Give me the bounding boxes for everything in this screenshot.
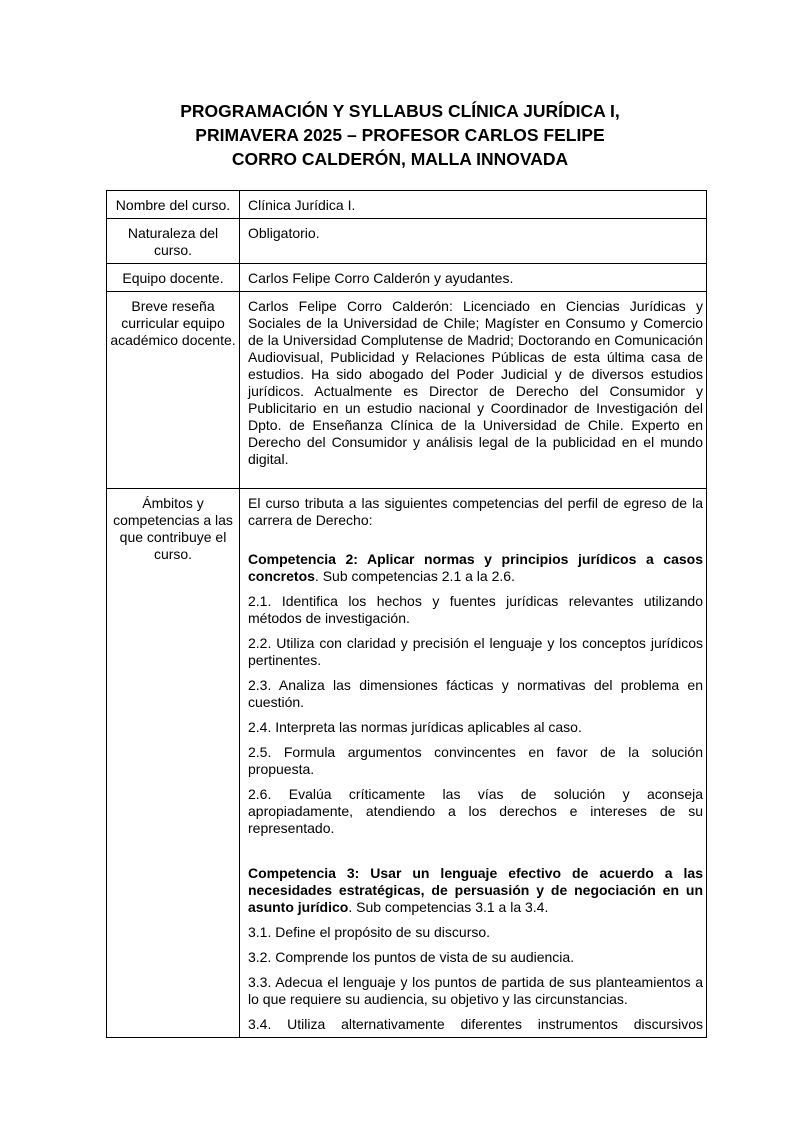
sub-competencia: 3.3. Adecua el lenguaje y los puntos de partida de sus planteamientos a lo que requiere su audiencia, su objetivo y las circunstancias. bbox=[248, 974, 703, 1007]
competencia-heading bbox=[248, 865, 703, 916]
row-label: Naturaleza del curso. bbox=[107, 219, 240, 264]
sub-competencia: 2.5. Formula argumentos convincentes en favor de la solución propuesta. bbox=[248, 744, 703, 777]
sub-competencia: 2.2. Utiliza con claridad y precisión el lenguaje y los conceptos jurídicos pertinentes. bbox=[248, 635, 703, 668]
title-line: PROGRAMACIÓN Y SYLLABUS CLÍNICA JURÍDICA I, bbox=[180, 101, 620, 121]
row-label: Ámbitos y competencias a las que contribuye el curso. bbox=[107, 489, 240, 1038]
document-title bbox=[0, 99, 800, 171]
sub-competencia: 2.3. Analiza las dimensiones fácticas y normativas del problema en cuestión. bbox=[248, 677, 703, 710]
row-value: Carlos Felipe Corro Calderón y ayudantes. bbox=[240, 264, 707, 292]
heading-bold: Competencia 3: Usar un lenguaje efectivo de acuerdo a las necesidades estratégicas, de persuasión y de negociación en un asunto jurídico bbox=[248, 865, 703, 915]
table-row bbox=[107, 191, 707, 219]
sub-competencia: 3.2. Comprende los puntos de vista de su audiencia. bbox=[248, 949, 575, 965]
title-line: PRIMAVERA 2025 – PROFESOR CARLOS FELIPE bbox=[195, 125, 605, 145]
row-label: Equipo docente. bbox=[107, 264, 240, 292]
heading-tail: . Sub competencias 2.1 a la 2.6. bbox=[314, 568, 515, 584]
table-row bbox=[107, 489, 707, 1038]
sub-competencia: 3.4. Utiliza alternativamente diferentes instrumentos discursivos bbox=[248, 1016, 703, 1032]
row-value bbox=[240, 489, 707, 1038]
row-value: Clínica Jurídica I. bbox=[240, 191, 707, 219]
sub-competencia: 3.1. Define el propósito de su discurso. bbox=[248, 924, 491, 940]
row-value: Obligatorio. bbox=[240, 219, 707, 264]
row-label: Breve reseña curricular equipo académico docente. bbox=[107, 292, 240, 489]
row-value: Carlos Felipe Corro Calderón: Licenciado en Ciencias Jurídicas y Sociales de la Universidad de Chile; Magíster en Consumo y Comercio de la Universidad Complutense de Madrid; Doctorando en Comunicación Audiovisual, Publicidad y Relaciones Públicas de esta última casa de estudios. Ha sido abogado del Poder Judicial y de diversos estudios jurídicos. Actualmente es Director de Derecho del Consumidor y Publicitario en un estudio nacional y Coordinador de Investigación del Dpto. de Enseñanza Clínica de la Universidad de Chile. Experto en Derecho del Consumidor y análisis legal de la publicidad en el mundo digital. bbox=[240, 292, 707, 489]
table-row bbox=[107, 219, 707, 264]
syllabus-table bbox=[106, 190, 707, 1038]
intro-text: El curso tributa a las siguientes competencias del perfil de egreso de la carrera de Derecho: bbox=[248, 495, 703, 528]
title-line: CORRO CALDERÓN, MALLA INNOVADA bbox=[231, 149, 569, 169]
sub-competencia: 2.1. Identifica los hechos y fuentes jurídicas relevantes utilizando métodos de investigación. bbox=[248, 593, 703, 626]
table-row bbox=[107, 264, 707, 292]
row-label: Nombre del curso. bbox=[107, 191, 240, 219]
competencia-heading bbox=[248, 551, 703, 585]
table-row bbox=[107, 292, 707, 489]
sub-competencia: 2.4. Interpreta las normas jurídicas aplicables al caso. bbox=[248, 719, 582, 735]
heading-tail: . Sub competencias 3.1 a la 3.4. bbox=[348, 899, 549, 915]
sub-competencia: 2.6. Evalúa críticamente las vías de solución y aconseja apropiadamente, atendiendo a los derechos e intereses de su representado. bbox=[248, 786, 703, 836]
heading-bold: Competencia 2: Aplicar normas y principios jurídicos a casos concretos bbox=[248, 551, 703, 584]
